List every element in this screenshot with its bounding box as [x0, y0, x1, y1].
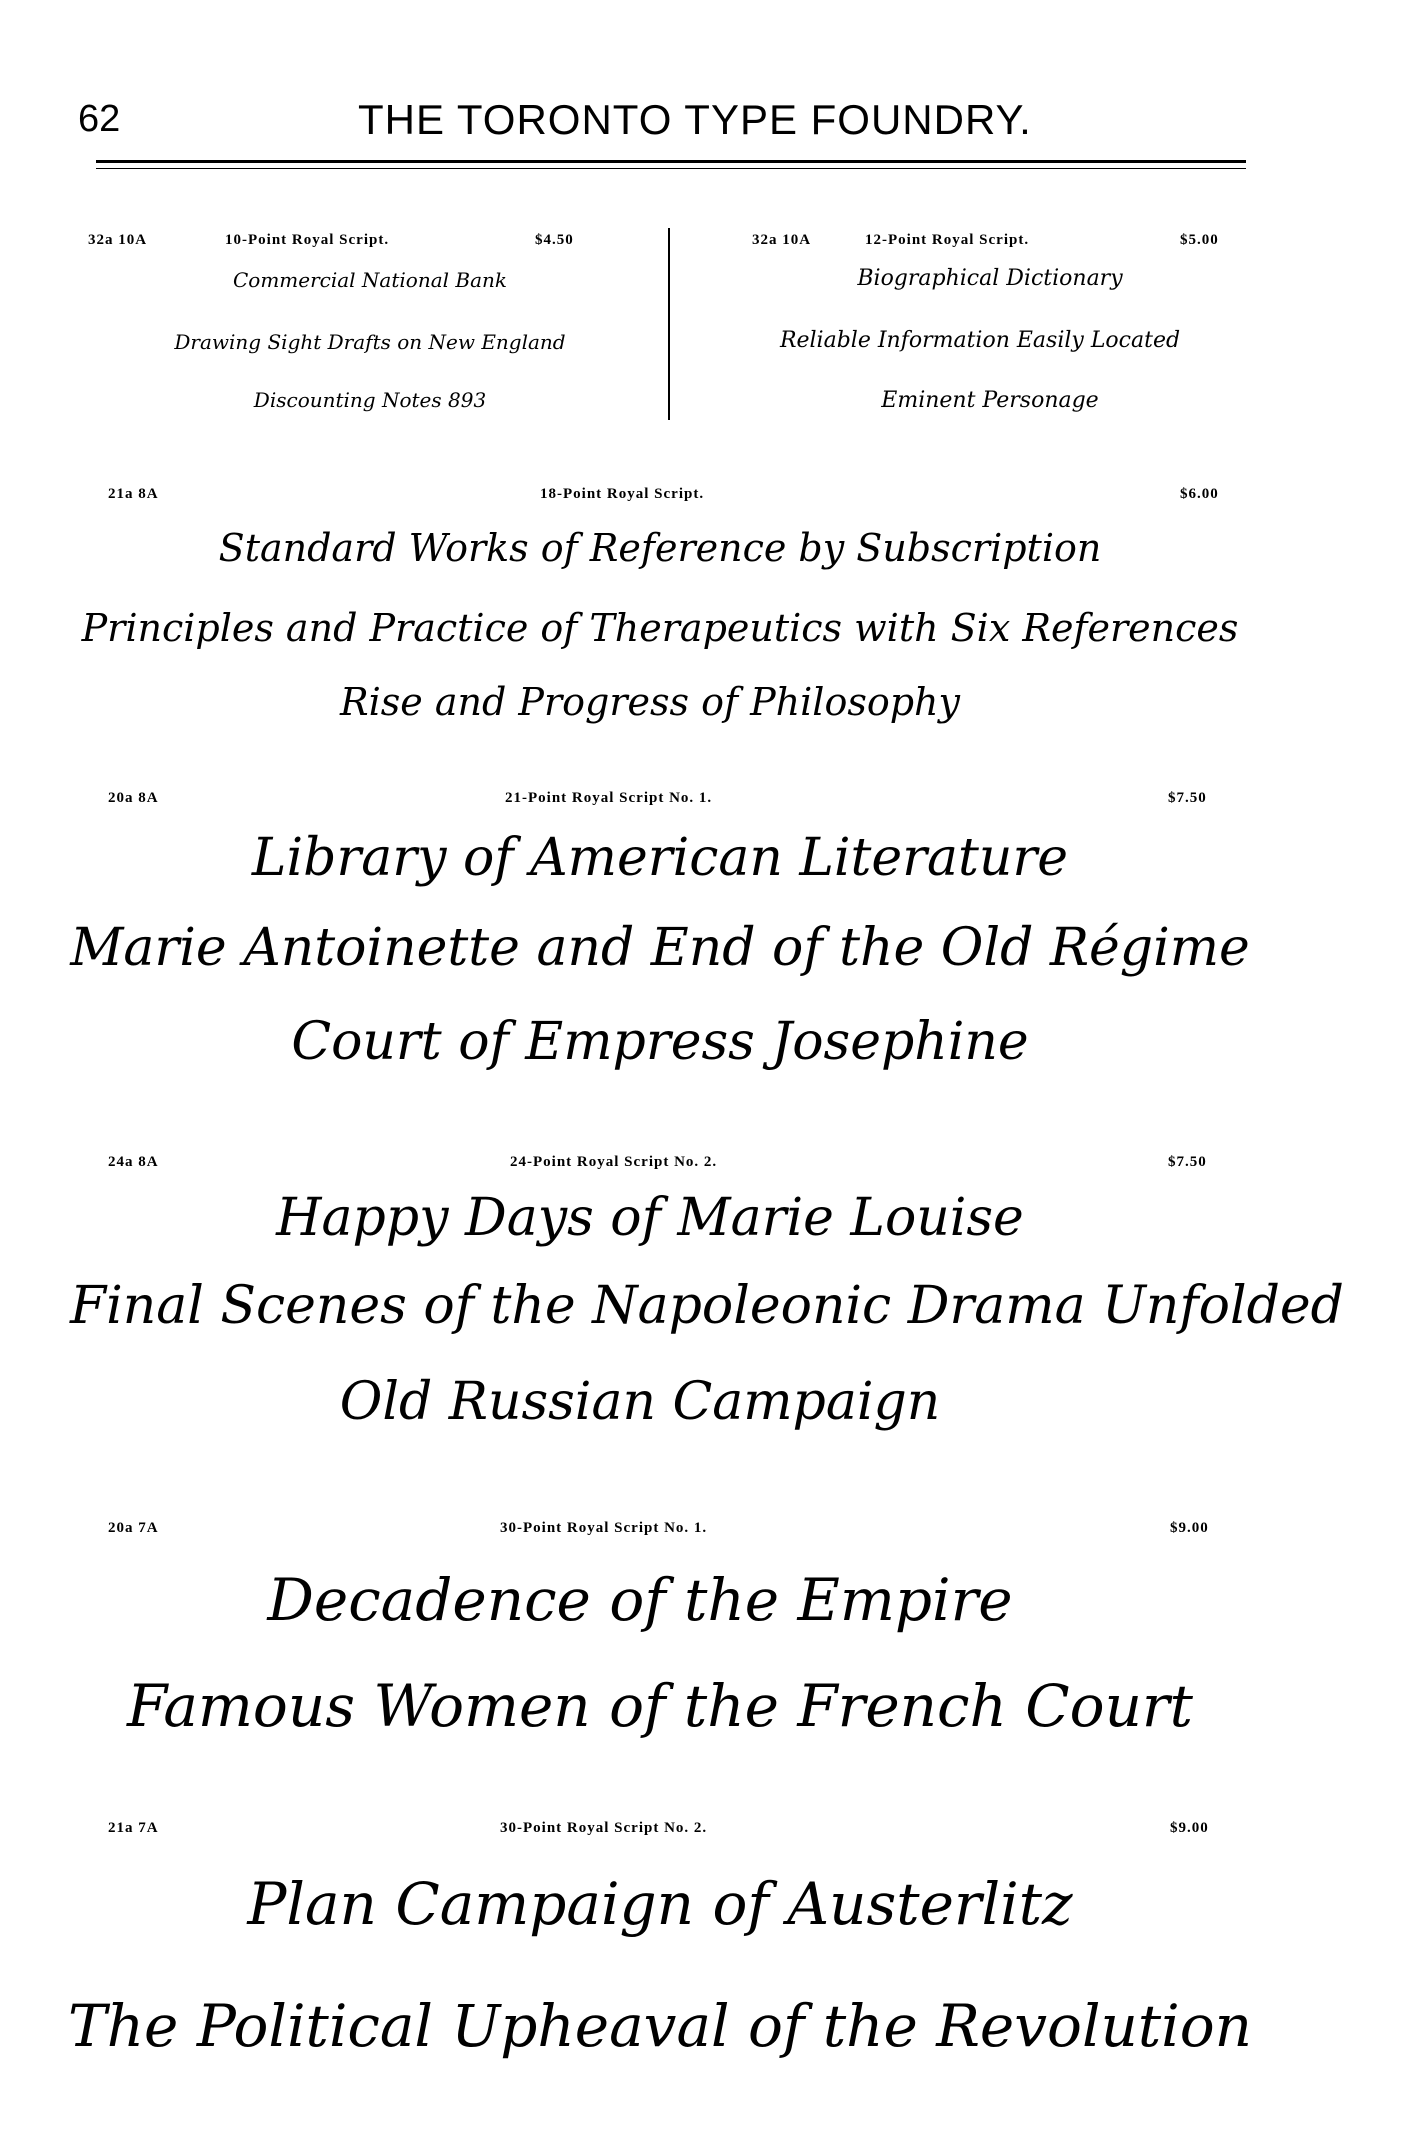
specimen-name: 21-Point Royal Script No. 1.: [505, 790, 713, 806]
specimen-quantity: 32a 10A: [88, 232, 148, 248]
specimen-line: Final Scenes of the Napoleonic Drama Unfolded: [70, 1276, 1344, 1336]
specimen-quantity: 21a 8A: [108, 486, 159, 502]
column-divider: [668, 228, 670, 420]
specimen-price: $9.00: [1170, 1520, 1209, 1536]
specimen-name: 18-Point Royal Script.: [540, 486, 705, 502]
specimen-price: $7.50: [1168, 790, 1207, 806]
specimen-line: Library of American Literature: [251, 828, 1069, 888]
specimen-line: Old Russian Campaign: [339, 1372, 941, 1432]
specimen-line: The Political Upheaval of the Revolution: [68, 1992, 1252, 2060]
specimen-name: 12-Point Royal Script.: [865, 232, 1030, 248]
specimen-line: Standard Works of Reference by Subscription: [218, 526, 1102, 570]
specimen-quantity: 32a 10A: [752, 232, 812, 248]
specimen-price: $6.00: [1180, 486, 1219, 502]
specimen-price: $5.00: [1180, 232, 1219, 248]
specimen-line: Court of Empress Josephine: [291, 1012, 1029, 1072]
header-rule: [96, 160, 1246, 163]
specimen-name: 30-Point Royal Script No. 1.: [500, 1520, 708, 1536]
specimen-line: Drawing Sight Drafts on New England: [174, 330, 566, 354]
specimen-line: Reliable Information Easily Located: [779, 328, 1181, 353]
specimen-quantity: 24a 8A: [108, 1154, 159, 1170]
specimen-price: $7.50: [1168, 1154, 1207, 1170]
specimen-line: Commercial National Bank: [232, 268, 508, 292]
specimen-quantity: 21a 7A: [108, 1820, 159, 1836]
specimen-price: $4.50: [535, 232, 574, 248]
specimen-line: Rise and Progress of Philosophy: [340, 680, 960, 724]
specimen-line: Decadence of the Empire: [267, 1566, 1013, 1634]
specimen-line: Principles and Practice of Therapeutics with Six References: [81, 606, 1239, 650]
specimen-line: Biographical Dictionary: [857, 266, 1123, 291]
specimen-name: 24-Point Royal Script No. 2.: [510, 1154, 718, 1170]
specimen-line: Happy Days of Marie Louise: [276, 1188, 1024, 1248]
specimen-name: 10-Point Royal Script.: [225, 232, 390, 248]
specimen-line: Famous Women of the French Court: [127, 1672, 1193, 1740]
specimen-line: Discounting Notes 893: [253, 388, 487, 412]
header-rule-thin: [96, 168, 1246, 169]
specimen-quantity: 20a 7A: [108, 1520, 159, 1536]
specimen-quantity: 20a 8A: [108, 790, 159, 806]
specimen-price: $9.00: [1170, 1820, 1209, 1836]
page-number: 62: [78, 98, 121, 140]
running-title: THE TORONTO TYPE FOUNDRY.: [358, 96, 1032, 143]
specimen-line: Marie Antoinette and End of the Old Régime: [70, 918, 1250, 978]
specimen-line: Eminent Personage: [881, 388, 1099, 413]
specimen-line: Plan Campaign of Austerlitz: [247, 1870, 1073, 1938]
specimen-name: 30-Point Royal Script No. 2.: [500, 1820, 708, 1836]
